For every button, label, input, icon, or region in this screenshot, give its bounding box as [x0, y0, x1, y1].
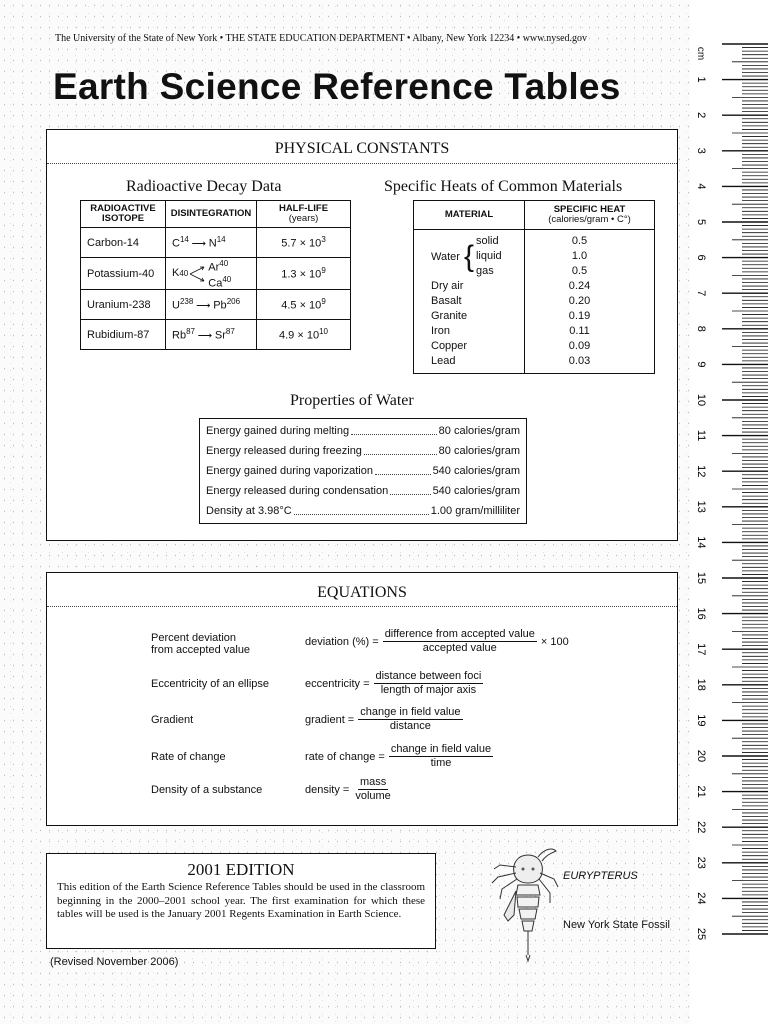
ruler-label: 14 [695, 536, 707, 549]
ruler-label: 13 [695, 500, 707, 513]
halflife-cell: $5.7 \times 10^3$ [257, 228, 351, 258]
decay-title: Radioactive Decay Data [126, 178, 282, 195]
edition-text: This edition of the Earth Science Reference Tables should be used in the classroom beginning in the 2000–2001 school year. The first examination for which these tables will be used is the January 2001 Regents Examination in Earth Science. [57, 881, 425, 920]
centimeter-ruler [690, 0, 768, 1024]
heat-value: 0.5 [571, 235, 588, 247]
equation-label: Density of a substance [151, 784, 263, 796]
table-row: Density at 3.98°C 1.00 gram/milliliter [200, 501, 526, 521]
ruler-label: 25 [695, 927, 707, 941]
ruler-label: 4 [695, 183, 707, 190]
isotope-cell: Carbon-14 [81, 228, 166, 258]
ruler-label: 5 [695, 218, 707, 226]
equation-formula: deviation (%) = $\frac{\text{difference from accepted value}}{\text{accepted value}}$ × 100 [305, 628, 569, 654]
heat-value: 0.09 [568, 340, 591, 352]
edition-box [46, 853, 436, 949]
heat-value: 1.0 [571, 250, 588, 262]
disintegration-cell: $C^{14}$ ⟶ $N^{14}$ [166, 228, 257, 258]
table-row: Energy released during condensation 540 calories/gram [200, 481, 526, 501]
material-name: Copper [431, 340, 468, 352]
ruler-label: 16 [695, 607, 707, 620]
ruler-label: 18 [695, 678, 707, 691]
disintegration-cell: $U^{238}$ ⟶ Pb$^{206}$ [166, 290, 257, 320]
halflife-cell: $1.3 \times 10^9$ [257, 258, 351, 290]
table-row: Energy released during freezing 80 calories/gram [200, 441, 526, 461]
specific-heat-table [413, 200, 655, 374]
material-column [414, 230, 525, 374]
material-name: Iron [431, 325, 450, 337]
table-row [81, 320, 351, 350]
ruler-label: 24 [695, 892, 707, 905]
heat-header-value: SPECIFIC HEAT (calories/gram • C°) [525, 201, 655, 230]
equation-label: Rate of change [151, 751, 226, 763]
material-name: Dry air [431, 280, 464, 292]
header-line: The University of the State of New York • THE STATE EDUCATION DEPARTMENT • Albany, New York 12234 • www.nysed.gov [55, 33, 588, 44]
halflife-cell: $4.5 \times 10^9$ [257, 290, 351, 320]
equation-formula: density = $\frac{\text{mass}}{\text{volume}}$ [305, 776, 391, 802]
eurypterus-fossil-icon [488, 843, 568, 963]
heat-value: 0.5 [571, 265, 588, 277]
ruler-label: 8 [695, 325, 707, 332]
heat-value: 0.19 [568, 310, 591, 322]
isotope-cell: Uranium-238 [81, 290, 166, 320]
ruler-unit-label: cm [695, 46, 707, 61]
material-name: Granite [431, 310, 468, 322]
ruler-label: 1 [695, 76, 707, 83]
water-state: gas [475, 265, 494, 277]
ruler-label: 9 [695, 361, 707, 368]
heat-value: 0.11 [569, 325, 590, 337]
table-row [81, 258, 351, 290]
halflife-cell: $4.9 \times 10^{10}$ [257, 320, 351, 350]
decay-table [80, 200, 351, 350]
ruler-label: 17 [695, 643, 707, 656]
disintegration-cell: K 40 Ar$^{40}$ Ca$^{40}$ [166, 258, 257, 290]
water-title: Properties of Water [290, 392, 414, 409]
physical-constants-title: PHYSICAL CONSTANTS [274, 140, 450, 157]
water-state: liquid [475, 250, 502, 262]
table-row: Energy gained during melting 80 calories/gram [200, 421, 526, 441]
table-row [81, 290, 351, 320]
water-label: Water [431, 250, 460, 263]
branch-arrow-icon [189, 263, 207, 285]
equations-title: EQUATIONS [317, 584, 407, 601]
revised-note: (Revised November 2006) [50, 956, 179, 968]
ruler-label: 12 [695, 465, 707, 478]
ruler-label: 21 [695, 785, 707, 798]
page-title: Earth Science Reference Tables [53, 66, 621, 107]
edition-title: 2001 EDITION [187, 860, 295, 879]
heat-value: 0.03 [568, 355, 591, 367]
material-name: Basalt [431, 295, 462, 307]
table-row: Energy gained during vaporization 540 calories/gram [200, 461, 526, 481]
heat-header-material: MATERIAL [414, 201, 525, 230]
equation-label: Gradient [151, 714, 194, 726]
equation-label: Percent deviation from accepted value [151, 632, 251, 656]
ruler-label: 6 [695, 254, 707, 261]
equations-panel [46, 572, 678, 826]
disintegration-cell: Rb$^{87}$ ⟶ Sr$^{87}$ [166, 320, 257, 350]
fossil-caption: New York State Fossil [563, 919, 670, 931]
ruler-label: 10 [695, 393, 707, 407]
ruler-label: 2 [695, 112, 707, 119]
ruler-label: 23 [695, 856, 707, 869]
ruler-label: 3 [695, 147, 707, 154]
equation-formula: rate of change = $\frac{\text{change in field value}}{\text{time}}$ [305, 743, 492, 769]
decay-header-isotope: RADIOACTIVE ISOTOPE [81, 201, 166, 228]
decay-header-halflife: HALF-LIFE (years) [257, 201, 351, 228]
ruler-label: 7 [695, 290, 707, 297]
ruler-label: 22 [695, 821, 707, 834]
fossil-name: EURYPTERUS [563, 870, 638, 882]
physical-constants-panel [46, 129, 678, 541]
equation-formula: gradient = $\frac{\text{change in field value}}{\text{distance}}$ [305, 706, 461, 732]
divider [47, 163, 677, 164]
brace-icon: { [463, 239, 474, 273]
table-row [81, 228, 351, 258]
material-name: Lead [431, 355, 456, 367]
ruler-label: 20 [695, 749, 707, 763]
isotope-cell: Potassium-40 [81, 258, 166, 290]
equation-formula: eccentricity = $\frac{\text{distance between foci}}{\text{length of major axis}}$ [305, 670, 482, 696]
heat-value: 0.24 [568, 280, 591, 292]
decay-header-disintegration: DISINTEGRATION [166, 201, 257, 228]
ruler-label: 11 [695, 429, 707, 442]
heat-title: Specific Heats of Common Materials [384, 178, 623, 195]
water-state: solid [475, 235, 499, 247]
heat-value: 0.20 [568, 295, 591, 307]
ruler-ticks [690, 0, 768, 1024]
divider [47, 606, 677, 607]
water-properties-table [199, 418, 527, 524]
isotope-cell: Rubidium-87 [81, 320, 166, 350]
ruler-label: 19 [695, 714, 707, 727]
ruler-label: 15 [695, 571, 707, 585]
equation-label: Eccentricity of an ellipse [151, 678, 269, 690]
value-column [525, 230, 655, 374]
